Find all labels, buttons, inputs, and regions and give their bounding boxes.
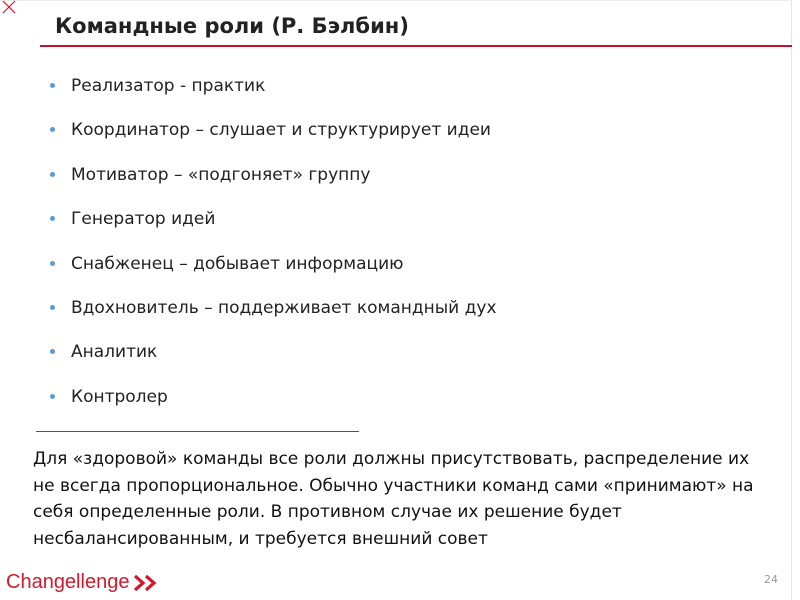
logo-text: Changellenge: [6, 571, 130, 593]
page-border: [791, 0, 792, 600]
roles-list: [48, 71, 497, 426]
double-chevron-right-icon: [133, 574, 159, 592]
list-item: [48, 204, 497, 248]
list-item: [48, 293, 497, 337]
bullet-icon: [50, 349, 55, 354]
bullet-icon: [50, 394, 55, 399]
list-item: [48, 160, 497, 204]
page-number: 24: [764, 573, 778, 586]
close-mark-icon: [2, 0, 16, 14]
brand-logo: [6, 571, 159, 594]
role-text: Координатор – слушает и структурирует идеи: [71, 120, 491, 141]
role-text: Генератор идей: [71, 209, 216, 230]
role-text: Контролер: [71, 386, 168, 407]
bullet-icon: [50, 216, 55, 221]
role-text: Аналитик: [71, 342, 158, 363]
list-item: [48, 71, 497, 115]
slide-title: Командные роли (Р. Бэлбин): [55, 14, 409, 38]
list-item: [48, 382, 497, 426]
bullet-icon: [50, 172, 55, 177]
bullet-icon: [50, 261, 55, 266]
bullet-icon: [50, 83, 55, 88]
role-text: Вдохновитель – поддерживает командный дух: [71, 297, 497, 318]
bullet-icon: [50, 305, 55, 310]
separator-line: [36, 431, 359, 432]
title-underline: [40, 45, 792, 47]
role-text: Реализатор - практик: [71, 76, 266, 96]
note-paragraph: Для «здоровой» команды все роли должны присутствовать, распределение их не всегда пропорциональное. Обычно участники команд сами «принимают» на себя определенные роли. В противном случае их решение будет несбалансированным, и требуется внешний совет: [33, 449, 754, 549]
list-item: [48, 337, 497, 381]
list-item: [48, 115, 497, 159]
list-item: [48, 249, 497, 293]
bullet-icon: [50, 127, 55, 132]
top-rule: [0, 0, 792, 1]
role-text: Снабженец – добывает информацию: [71, 253, 404, 274]
role-text: Мотиватор – «подгоняет» группу: [71, 164, 371, 185]
